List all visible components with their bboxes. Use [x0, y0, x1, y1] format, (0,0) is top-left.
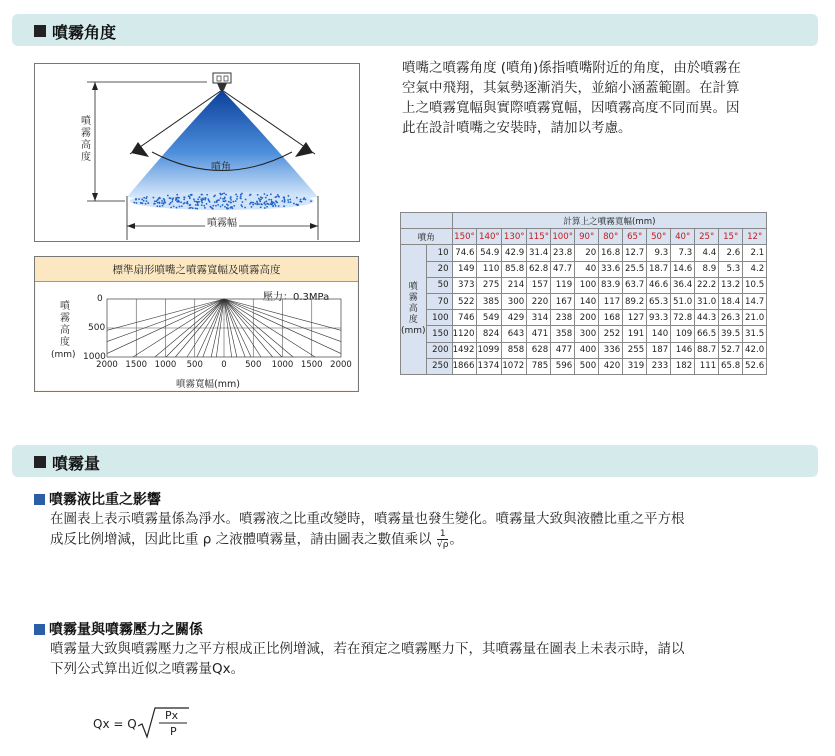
x-tick: 1000 — [154, 360, 177, 370]
width-cell: 9.3 — [647, 245, 671, 261]
spray-width-label: 噴霧幅 — [205, 214, 239, 229]
width-cell: 65.3 — [647, 293, 671, 309]
width-cell: 596 — [551, 358, 575, 374]
y-tick: 0 — [97, 294, 103, 304]
width-cell: 182 — [671, 358, 695, 374]
width-cell: 168 — [599, 310, 623, 326]
x-tick: 1500 — [125, 360, 148, 370]
y-tick: 1000 — [83, 352, 106, 362]
width-cell: 146 — [671, 342, 695, 358]
square-bullet-icon — [34, 624, 45, 635]
width-cell: 110 — [477, 261, 502, 277]
width-cell: 22.2 — [695, 277, 719, 293]
width-cell: 127 — [623, 310, 647, 326]
width-cell: 31.0 — [695, 293, 719, 309]
spray-width-table — [400, 212, 767, 375]
width-cell: 187 — [647, 342, 671, 358]
square-bullet-icon — [34, 25, 46, 37]
width-cell: 628 — [527, 342, 551, 358]
width-cell: 336 — [599, 342, 623, 358]
table-row — [401, 261, 767, 277]
angle-header: 65° — [623, 229, 647, 245]
fan-nozzle-chart — [34, 256, 359, 392]
width-cell: 500 — [575, 358, 599, 374]
width-cell: 54.9 — [477, 245, 502, 261]
spray-angle-diagram — [34, 63, 360, 242]
width-cell: 191 — [623, 326, 647, 342]
width-cell: 149 — [452, 261, 477, 277]
width-cell: 858 — [502, 342, 527, 358]
width-cell: 746 — [452, 310, 477, 326]
angle-header: 115° — [527, 229, 551, 245]
x-tick: 0 — [221, 360, 227, 370]
angle-header: 140° — [477, 229, 502, 245]
width-cell: 1374 — [477, 358, 502, 374]
width-cell: 14.7 — [743, 293, 767, 309]
width-cell: 319 — [623, 358, 647, 374]
section-title: 噴霧角度 — [52, 23, 117, 42]
chart-title: 標準扇形噴嘴之噴霧寬幅及噴霧高度 — [112, 264, 281, 276]
width-cell: 85.8 — [502, 261, 527, 277]
width-cell: 100 — [575, 277, 599, 293]
width-cell: 119 — [551, 277, 575, 293]
chart-y-label: 噴 霧 高 度 — [60, 301, 70, 348]
width-cell: 52.7 — [719, 342, 743, 358]
width-cell: 1099 — [477, 342, 502, 358]
angle-header: 150° — [452, 229, 477, 245]
width-cell: 358 — [551, 326, 575, 342]
width-cell: 2.6 — [719, 245, 743, 261]
angle-header: 12° — [743, 229, 767, 245]
height-cell: 70 — [426, 293, 452, 309]
table-row — [401, 342, 767, 358]
width-cell: 40 — [575, 261, 599, 277]
square-root-icon — [137, 706, 191, 742]
width-cell: 1120 — [452, 326, 477, 342]
spray-angle-description: 噴嘴之噴霧角度 (噴角)係指噴嘴附近的角度，由於噴霧在 空氣中飛翔，其氣勢逐漸消失，並縮小涵蓋範圍。在計算 上之噴霧寬幅與實際噴霧寬幅，因噴霧高度不同而異。因 此在設計噴嘴之安裝時，請加以考慮。 — [402, 60, 741, 136]
spray-height-label: 噴 霧 高 度 — [81, 116, 91, 163]
width-cell: 200 — [575, 310, 599, 326]
width-cell: 300 — [502, 293, 527, 309]
table-row — [401, 245, 767, 261]
width-cell: 18.7 — [647, 261, 671, 277]
pressure-label: 壓力：0.3MPa — [263, 292, 330, 303]
height-cell: 100 — [426, 310, 452, 326]
width-cell: 52.6 — [743, 358, 767, 374]
chart-y-unit: (mm) — [51, 350, 76, 360]
width-cell: 477 — [551, 342, 575, 358]
width-cell: 5.3 — [719, 261, 743, 277]
width-cell: 21.0 — [743, 310, 767, 326]
x-tick: 1500 — [300, 360, 323, 370]
width-cell: 140 — [647, 326, 671, 342]
width-cell: 25.5 — [623, 261, 647, 277]
width-cell: 420 — [599, 358, 623, 374]
x-tick: 1000 — [271, 360, 294, 370]
width-cell: 300 — [575, 326, 599, 342]
width-cell: 46.6 — [647, 277, 671, 293]
width-cell: 314 — [527, 310, 551, 326]
width-cell: 14.6 — [671, 261, 695, 277]
width-cell: 1492 — [452, 342, 477, 358]
width-cell: 643 — [502, 326, 527, 342]
gravity-description: 在圖表上表示噴霧量係為淨水。噴霧液之比重改變時，噴霧量也發生變化。噴霧量大致與液體比重之平方根 成反比例增減，因此比重 ρ 之液體噴霧量，請由圖表之數值乘以 $\frac{1}{√\rho}$ 。 — [50, 511, 685, 550]
width-cell: 42.9 — [502, 245, 527, 261]
spray-fan-shape — [127, 90, 318, 204]
width-cell: 31.4 — [527, 245, 551, 261]
width-cell: 117 — [599, 293, 623, 309]
x-tick: 2000 — [96, 360, 118, 370]
width-cell: 74.6 — [452, 245, 477, 261]
angle-header: 25° — [695, 229, 719, 245]
angle-header: 15° — [719, 229, 743, 245]
pressure-description: 噴霧量大致與噴霧壓力之平方根成正比例增減，若在預定之噴霧壓力下，其噴霧量在圖表上未表示時，請以 下列公式算出近似之噴霧量Qx。 — [50, 641, 685, 677]
width-cell: 824 — [477, 326, 502, 342]
fan-chart-graphic — [35, 257, 358, 391]
chart-x-label: 噴霧寬幅(mm) — [176, 379, 240, 390]
height-cell: 200 — [426, 342, 452, 358]
width-cell: 18.4 — [719, 293, 743, 309]
height-cell: 20 — [426, 261, 452, 277]
section-header-spray-angle — [12, 14, 818, 46]
width-cell: 7.3 — [671, 245, 695, 261]
width-cell: 255 — [623, 342, 647, 358]
height-cell: 50 — [426, 277, 452, 293]
width-cell: 93.3 — [647, 310, 671, 326]
table-row — [401, 277, 767, 293]
section-title: 噴霧量 — [52, 454, 101, 473]
angle-header: 130° — [502, 229, 527, 245]
width-cell: 12.7 — [623, 245, 647, 261]
width-cell: 8.9 — [695, 261, 719, 277]
width-cell: 83.9 — [599, 277, 623, 293]
width-cell: 42.0 — [743, 342, 767, 358]
width-cell: 51.0 — [671, 293, 695, 309]
gravity-fraction: $\frac{1}{√\rho}$ — [436, 529, 449, 550]
pressure-heading: 噴霧量與噴霧壓力之關係 — [34, 619, 203, 639]
height-cell: 10 — [426, 245, 452, 261]
width-cell: 549 — [477, 310, 502, 326]
table-row — [401, 293, 767, 309]
width-cell: 522 — [452, 293, 477, 309]
table-corner-label: 噴角 — [401, 229, 453, 245]
width-cell: 220 — [527, 293, 551, 309]
table-side-label: 噴 霧 高 度 (mm) — [401, 245, 427, 375]
width-cell: 1866 — [452, 358, 477, 374]
spray-angle-label: 噴角 — [211, 162, 231, 173]
angle-header: 100° — [551, 229, 575, 245]
width-cell: 13.2 — [719, 277, 743, 293]
width-cell: 167 — [551, 293, 575, 309]
width-cell: 157 — [527, 277, 551, 293]
width-cell: 109 — [671, 326, 695, 342]
width-cell: 88.7 — [695, 342, 719, 358]
angle-header: 90° — [575, 229, 599, 245]
width-cell: 2.1 — [743, 245, 767, 261]
table-row — [401, 310, 767, 326]
width-cell: 65.8 — [719, 358, 743, 374]
x-tick: 2000 — [330, 360, 352, 370]
table-row — [401, 358, 767, 374]
width-cell: 23.8 — [551, 245, 575, 261]
width-cell: 4.2 — [743, 261, 767, 277]
x-tick: 500 — [186, 360, 203, 370]
width-cell: 66.5 — [695, 326, 719, 342]
width-cell: 785 — [527, 358, 551, 374]
width-cell: 275 — [477, 277, 502, 293]
width-cell: 429 — [502, 310, 527, 326]
angle-header: 80° — [599, 229, 623, 245]
width-cell: 385 — [477, 293, 502, 309]
height-cell: 250 — [426, 358, 452, 374]
width-cell: 373 — [452, 277, 477, 293]
width-cell: 31.5 — [743, 326, 767, 342]
width-cell: 63.7 — [623, 277, 647, 293]
table-caption: 計算上之噴霧寬幅(mm) — [452, 213, 767, 229]
square-bullet-icon — [34, 494, 45, 505]
width-cell: 26.3 — [719, 310, 743, 326]
width-cell: 20 — [575, 245, 599, 261]
width-cell: 214 — [502, 277, 527, 293]
y-tick: 500 — [88, 323, 106, 333]
x-tick: 500 — [245, 360, 262, 370]
width-cell: 89.2 — [623, 293, 647, 309]
width-cell: 238 — [551, 310, 575, 326]
square-bullet-icon — [34, 456, 46, 468]
width-cell: 16.8 — [599, 245, 623, 261]
section-header-spray-volume — [12, 445, 818, 477]
width-cell: 233 — [647, 358, 671, 374]
width-cell: 62.8 — [527, 261, 551, 277]
width-cell: 4.4 — [695, 245, 719, 261]
angle-header: 50° — [647, 229, 671, 245]
width-cell: 252 — [599, 326, 623, 342]
width-cell: 44.3 — [695, 310, 719, 326]
width-cell: 400 — [575, 342, 599, 358]
width-cell: 111 — [695, 358, 719, 374]
table-row — [401, 326, 767, 342]
width-cell: 36.4 — [671, 277, 695, 293]
gravity-heading: 噴霧液比重之影響 — [34, 489, 161, 509]
width-cell: 72.8 — [671, 310, 695, 326]
width-cell: 33.6 — [599, 261, 623, 277]
width-cell: 140 — [575, 293, 599, 309]
width-cell: 39.5 — [719, 326, 743, 342]
width-cell: 10.5 — [743, 277, 767, 293]
angle-header: 40° — [671, 229, 695, 245]
width-cell: 1072 — [502, 358, 527, 374]
width-cell: 47.7 — [551, 261, 575, 277]
height-cell: 150 — [426, 326, 452, 342]
width-cell: 471 — [527, 326, 551, 342]
